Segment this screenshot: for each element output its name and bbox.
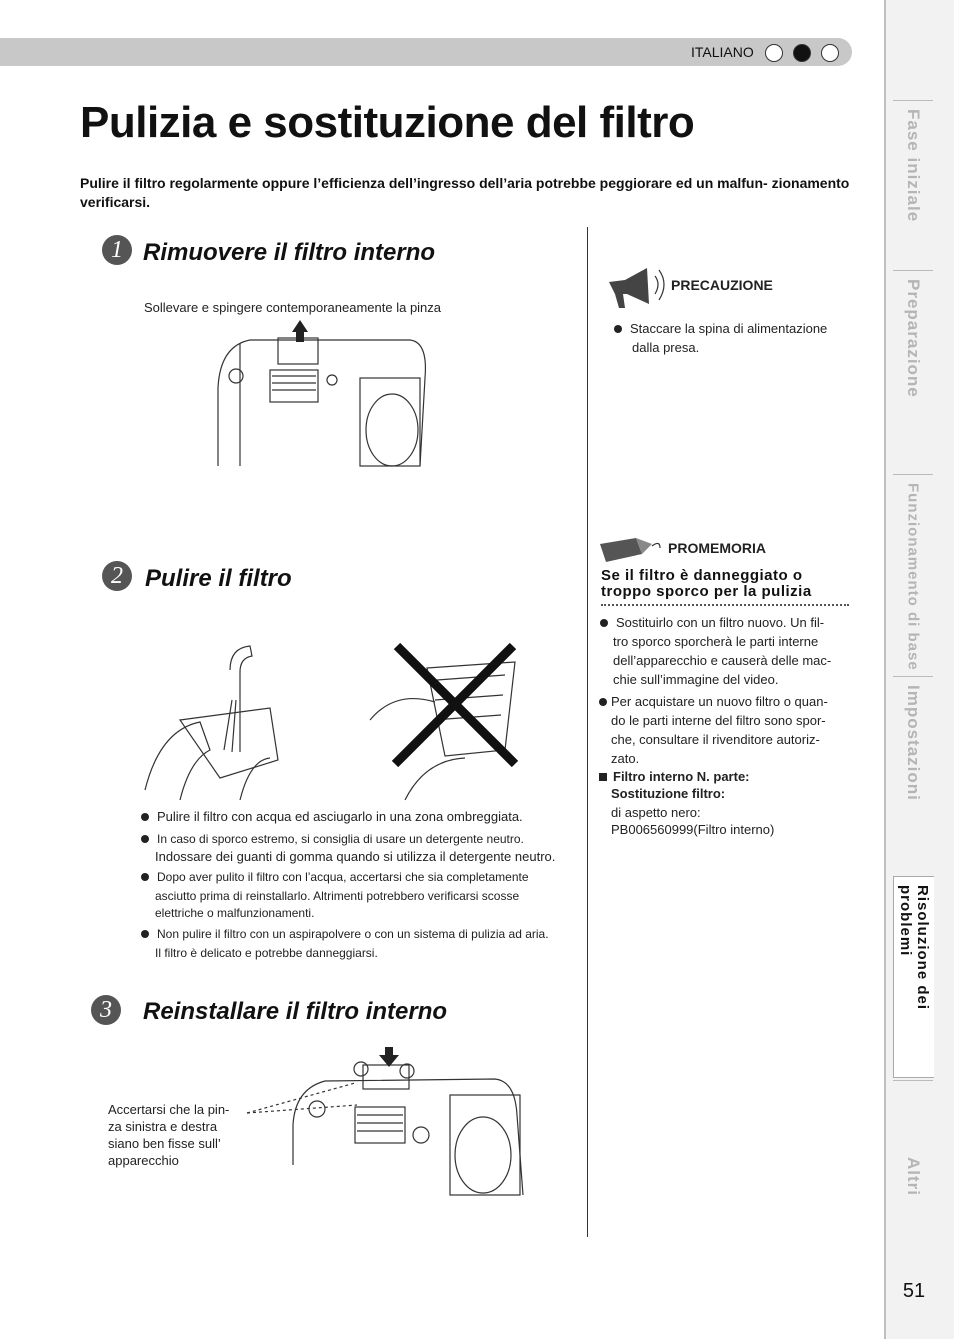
tab-altri[interactable]: Altri [893, 1080, 933, 1231]
memo-bullet-1: Sostituirlo con un filtro nuovo. Un fil- tro sporco sporcherà le parti interne dell’apparecchio e causerà delle mac- chie sull’immagine del video. [600, 613, 850, 689]
bullet-icon [141, 873, 149, 881]
intro-text: Pulire il filtro regolarmente oppure l’efficienza dell’ingresso dell’aria potrebbe peggiorare ed un malfun- zionamento verificarsi. [80, 175, 850, 210]
memo-bullet-2: Per acquistare un nuovo filtro o quan- do le parti interne del filtro sono spor- che, consultare il rivenditore autoriz- zato. [599, 692, 850, 768]
step-title-1: Rimuovere il filtro interno [143, 239, 436, 266]
step-number-1: 1 [102, 235, 132, 265]
list-item: Il filtro è delicato e potrebbe danneggiarsi. [155, 946, 378, 960]
list-item: elettriche o malfunzionamenti. [155, 906, 315, 920]
memo-heading: Se il filtro è danneggiato o troppo sporco per la pulizia [601, 567, 812, 600]
memo-part-info: Filtro interno N. parte: Sostituzione filtro: di aspetto nero: PB006560999(Filtro interno) [599, 768, 850, 838]
step-title-2: Pulire il filtro [145, 565, 292, 592]
square-bullet-icon [599, 773, 607, 781]
bullet-icon [141, 813, 149, 821]
column-divider [587, 227, 588, 1237]
pencil-memo-icon [598, 534, 662, 564]
caution-label: PRECAUZIONE [671, 277, 773, 293]
tab-funzionamento-di-base[interactable]: Funzionamento di base [893, 474, 933, 673]
step-2-bullets [141, 808, 581, 962]
step-number-3: 3 [91, 995, 121, 1025]
washing-filter-illustration [140, 640, 290, 805]
megaphone-caution-icon [603, 262, 667, 314]
projector-filter-removal-illustration [210, 318, 430, 468]
bullet-icon [599, 698, 607, 706]
bullet-icon [141, 835, 149, 843]
bullet-icon [600, 619, 608, 627]
step-3-caption: Accertarsi che la pin- za sinistra e destra siano ben fisse sull’ apparecchio [108, 1102, 230, 1168]
step-1-caption: Sollevare e spingere contemporaneamente la pinza [144, 300, 442, 315]
list-item: Indossare dei guanti di gomma quando si utilizza il detergente neutro. [155, 849, 556, 864]
language-dot-icon [765, 44, 783, 62]
caution-text: Staccare la spina di alimentazione dalla presa. [614, 319, 850, 357]
step-number-2: 2 [102, 561, 132, 591]
page-title: Pulizia e sostituzione del filtro [80, 98, 695, 147]
language-dot-icon [821, 44, 839, 62]
language-dot-active-icon [793, 44, 811, 62]
list-item: In caso di sporco estremo, si consiglia di usare un detergente neutro. [141, 831, 581, 848]
bullet-icon [614, 325, 622, 333]
list-item: Pulire il filtro con acqua ed asciugarlo in una zona ombreggiata. [141, 808, 581, 825]
do-not-wring-filter-illustration [365, 640, 525, 805]
step-title-3: Reinstallare il filtro interno [143, 998, 448, 1025]
tab-fase-iniziale[interactable]: Fase iniziale [893, 100, 933, 266]
bullet-icon [141, 930, 149, 938]
tab-risoluzione-dei-problemi[interactable]: Risoluzione dei problemi [893, 876, 934, 1078]
memo-dotted-divider [601, 604, 849, 606]
tab-preparazione[interactable]: Preparazione [893, 270, 933, 471]
page-number: 51 [902, 1280, 926, 1302]
list-item: Non pulire il filtro con un aspirapolvere o con un sistema di pulizia ad aria. [141, 926, 581, 943]
list-item: Dopo aver pulito il filtro con l’acqua, accertarsi che sia completamente [141, 869, 581, 886]
list-item: asciutto prima di reinstallarlo. Altrimenti potrebbero verificarsi scosse [155, 889, 520, 903]
tab-impostazioni[interactable]: Impostazioni [893, 676, 933, 873]
projector-filter-reinstall-illustration [245, 1045, 530, 1197]
language-label: ITALIANO [691, 44, 754, 60]
memo-label: PROMEMORIA [668, 540, 766, 556]
